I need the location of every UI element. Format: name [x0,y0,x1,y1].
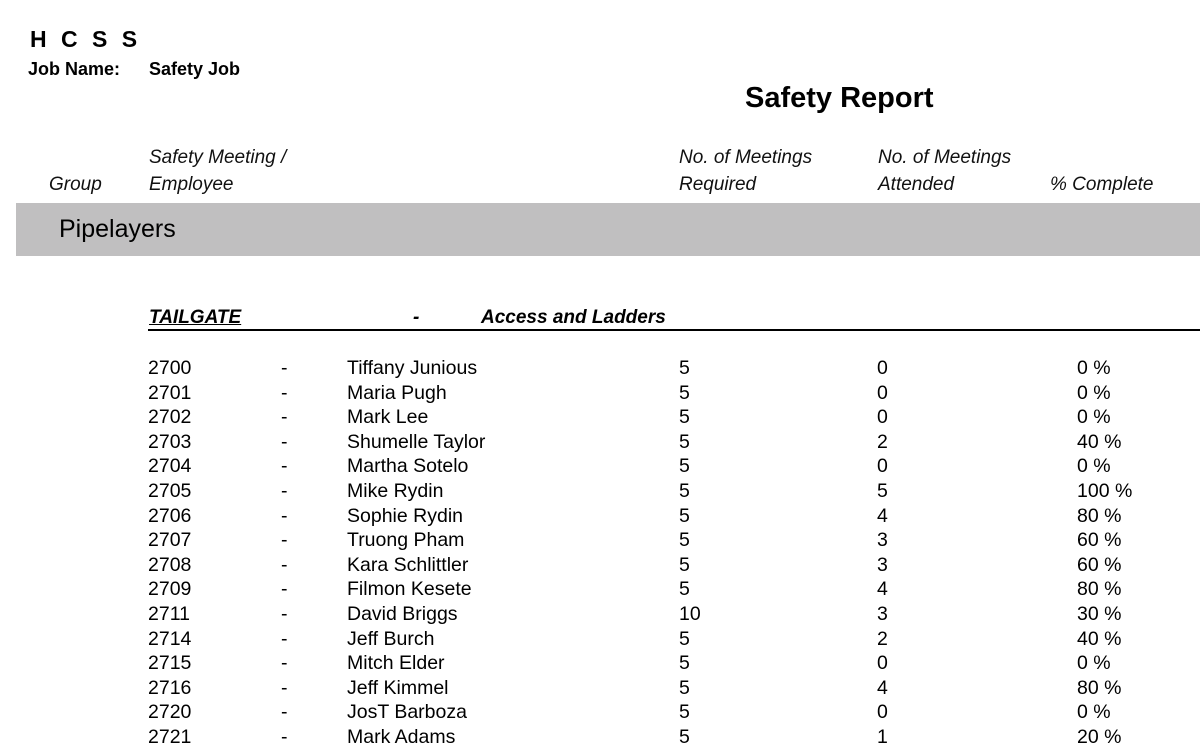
employee-id: 2716 [148,676,192,699]
meetings-required: 5 [679,455,690,478]
table-row [0,406,1200,431]
percent-complete: 60 % [1077,553,1122,576]
meetings-attended: 3 [877,529,888,552]
meetings-attended: 4 [877,676,888,699]
row-separator: - [281,676,288,699]
table-row [0,431,1200,456]
meetings-required: 5 [679,578,690,601]
table-row [0,628,1200,653]
table-row [0,554,1200,579]
meeting-divider [148,329,1200,331]
header-required-line1: No. of Meetings [679,147,813,168]
row-separator: - [281,578,288,601]
employee-name: Martha Sotelo [347,455,469,478]
employee-id: 2709 [148,578,192,601]
row-separator: - [281,430,288,453]
employee-name: Sophie Rydin [347,504,463,527]
group-band [16,203,1200,256]
employee-name: Jeff Kimmel [347,676,449,699]
employee-name: JosT Barboza [347,701,467,724]
employee-id: 2704 [148,455,192,478]
employee-name: Shumelle Taylor [347,430,486,453]
group-name: Pipelayers [59,215,176,243]
percent-complete: 0 % [1077,652,1111,675]
table-row [0,357,1200,382]
meetings-attended: 0 [877,357,888,379]
row-separator: - [281,553,288,576]
table-row [0,480,1200,505]
meetings-required: 5 [679,725,690,748]
row-separator: - [281,602,288,625]
table-row [0,455,1200,480]
meetings-attended: 2 [877,627,888,650]
meetings-required: 5 [679,430,690,453]
employee-table [0,357,1200,751]
percent-complete: 0 % [1077,406,1111,429]
meetings-attended: 5 [877,479,888,502]
meeting-topic: Access and Ladders [481,307,666,328]
meetings-attended: 0 [877,406,888,429]
table-row [0,652,1200,677]
header-group: Group [49,174,102,195]
percent-complete: 0 % [1077,701,1111,724]
employee-name: Tiffany Junious [347,357,478,379]
employee-name: Truong Pham [347,529,465,552]
employee-name: Maria Pugh [347,381,447,404]
employee-id: 2700 [148,357,192,379]
employee-name: Mitch Elder [347,652,445,675]
employee-id: 2711 [148,602,190,625]
meetings-attended: 2 [877,430,888,453]
row-separator: - [281,652,288,675]
meetings-required: 5 [679,479,690,502]
employee-id: 2702 [148,406,192,429]
employee-id: 2708 [148,553,192,576]
job-name-label: Job Name: [28,59,121,79]
table-row [0,701,1200,726]
row-separator: - [281,479,288,502]
header-meeting-line1: Safety Meeting / [149,147,287,168]
meetings-attended: 3 [877,553,888,576]
employee-id: 2715 [148,652,192,675]
meetings-required: 5 [679,652,690,675]
header-attended-line1: No. of Meetings [878,147,1012,168]
meetings-required: 5 [679,406,690,429]
employee-id: 2714 [148,627,192,650]
table-row [0,726,1200,751]
percent-complete: 60 % [1077,529,1122,552]
percent-complete: 40 % [1077,627,1122,650]
row-separator: - [281,357,288,379]
meetings-required: 10 [679,602,701,625]
meetings-required: 5 [679,504,690,527]
meetings-attended: 4 [877,504,888,527]
employee-id: 2706 [148,504,192,527]
meetings-attended: 4 [877,578,888,601]
meetings-required: 5 [679,529,690,552]
employee-name: Mike Rydin [347,479,444,502]
percent-complete: 80 % [1077,676,1122,699]
employee-name: Kara Schlittler [347,553,469,576]
percent-complete: 100 % [1077,479,1133,502]
header-meeting-line2: Employee [149,174,234,195]
percent-complete: 20 % [1077,725,1122,748]
meeting-type: TAILGATE [149,307,242,328]
row-separator: - [281,406,288,429]
meetings-required: 5 [679,701,690,724]
job-name-value: Safety Job [149,59,241,79]
percent-complete: 0 % [1077,357,1111,379]
employee-id: 2720 [148,701,192,724]
meetings-attended: 3 [877,602,888,625]
table-row [0,677,1200,702]
header-attended-line2: Attended [878,174,955,195]
table-row [0,529,1200,554]
employee-name: Mark Lee [347,406,429,429]
row-separator: - [281,381,288,404]
company-name: H C S S [30,26,142,52]
percent-complete: 40 % [1077,430,1122,453]
row-separator: - [281,529,288,552]
employee-name: Jeff Burch [347,627,435,650]
row-separator: - [281,455,288,478]
row-separator: - [281,627,288,650]
meetings-required: 5 [679,357,690,379]
meetings-attended: 0 [877,455,888,478]
employee-id: 2705 [148,479,192,502]
percent-complete: 80 % [1077,578,1122,601]
percent-complete: 0 % [1077,381,1111,404]
percent-complete: 0 % [1077,455,1111,478]
row-separator: - [281,504,288,527]
meetings-required: 5 [679,676,690,699]
table-row [0,382,1200,407]
header-percent-complete: % Complete [1050,174,1154,195]
meetings-attended: 0 [877,652,888,675]
meetings-required: 5 [679,627,690,650]
employee-name: David Briggs [347,602,458,625]
table-row [0,603,1200,628]
employee-name: Mark Adams [347,725,456,748]
meeting-separator: - [413,307,420,328]
meetings-required: 5 [679,553,690,576]
employee-id: 2707 [148,529,192,552]
header-required-line2: Required [679,174,757,195]
table-row [0,505,1200,530]
row-separator: - [281,701,288,724]
percent-complete: 30 % [1077,602,1122,625]
meetings-attended: 0 [877,381,888,404]
meetings-required: 5 [679,381,690,404]
employee-id: 2703 [148,430,192,453]
row-separator: - [281,725,288,748]
employee-id: 2721 [148,725,192,748]
employee-name: Filmon Kesete [347,578,472,601]
meetings-attended: 1 [877,725,888,748]
report-title: Safety Report [745,82,934,114]
meetings-attended: 0 [877,701,888,724]
employee-id: 2701 [148,381,192,404]
percent-complete: 80 % [1077,504,1122,527]
table-row [0,578,1200,603]
